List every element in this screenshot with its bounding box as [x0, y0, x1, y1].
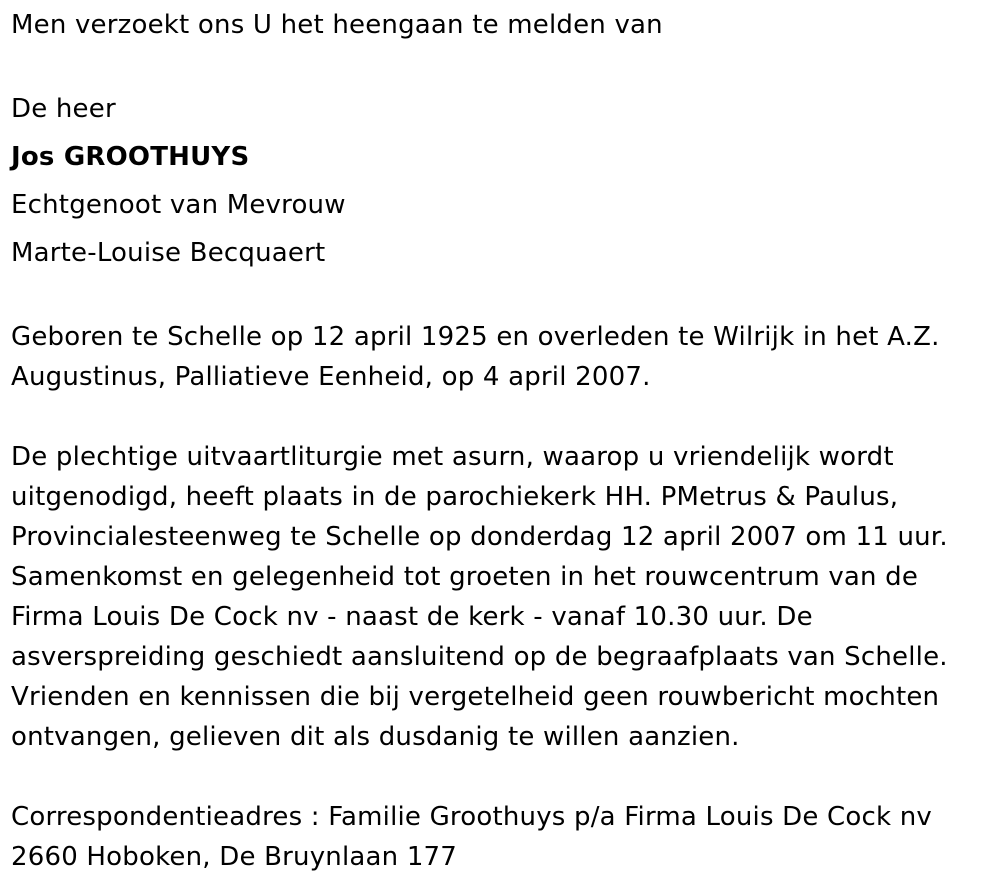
birth-death-paragraph	[11, 317, 986, 397]
spouse-label: Echtgenoot van Mevrouw	[11, 190, 346, 220]
spouse-name: Marte-Louise Becquaert	[11, 238, 326, 268]
spacer	[11, 45, 986, 85]
paragraph-line: De plechtige uitvaartliturgie met asurn, waarop u vriendelijk wordt	[11, 442, 894, 472]
correspondence-paragraph	[11, 797, 986, 877]
paragraph-line: uitgenodigd, heeft plaats in de parochiekerk HH. PMetrus & Paulus,	[11, 482, 899, 512]
paragraph-line: 2660 Hoboken, De Bruynlaan 177	[11, 842, 458, 872]
paragraph-line: Geboren te Schelle op 12 april 1925 en overleden te Wilrijk in het A.Z.	[11, 322, 940, 352]
paragraph-line: Augustinus, Palliatieve Eenheid, op 4 april 2007.	[11, 362, 651, 392]
paragraph-line: asverspreiding geschiedt aansluitend op de begraafplaats van Schelle.	[11, 642, 948, 672]
paragraph-line: Correspondentieadres : Familie Groothuys p/a Firma Louis De Cock nv	[11, 802, 932, 832]
ceremony-paragraph	[11, 437, 986, 757]
spacer	[11, 757, 986, 797]
spacer	[11, 397, 986, 437]
paragraph-line: Samenkomst en gelegenheid tot groeten in het rouwcentrum van de	[11, 562, 919, 592]
salutation: De heer	[11, 94, 116, 124]
deceased-name: Jos GROOTHUYS	[11, 142, 250, 172]
spacer	[11, 277, 986, 317]
paragraph-line: Vrienden en kennissen die bij vergetelheid geen rouwbericht mochten	[11, 682, 940, 712]
obituary-notice	[11, 5, 986, 877]
paragraph-line: Firma Louis De Cock nv - naast de kerk - vanaf 10.30 uur. De	[11, 602, 813, 632]
intro-text: Men verzoekt ons U het heengaan te melden van	[11, 10, 663, 40]
paragraph-line: ontvangen, gelieven dit als dusdanig te willen aanzien.	[11, 722, 740, 752]
paragraph-line: Provincialesteenweg te Schelle op donderdag 12 april 2007 om 11 uur.	[11, 522, 948, 552]
